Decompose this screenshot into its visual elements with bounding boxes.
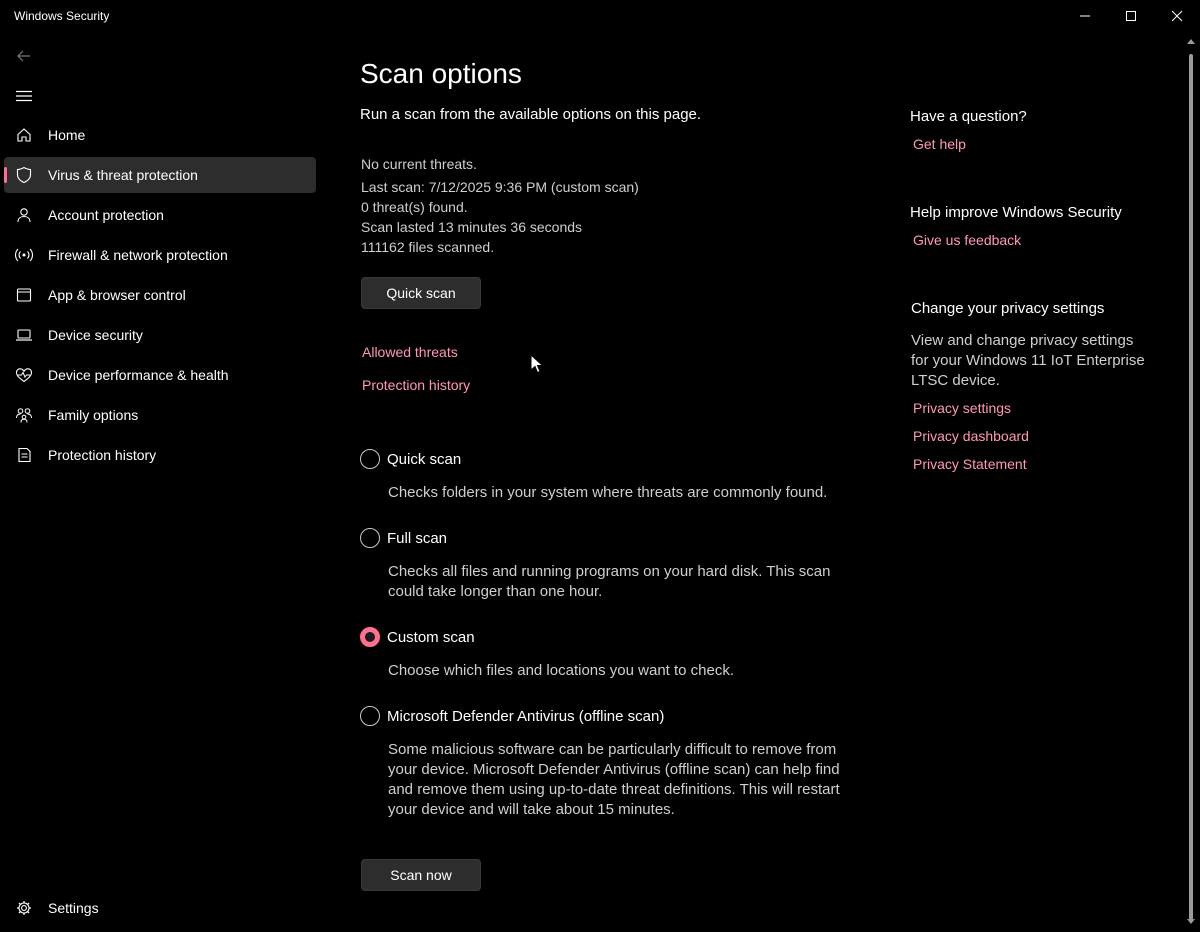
- radio-full-scan[interactable]: [360, 527, 447, 549]
- sidebar-item-label: Family options: [48, 407, 139, 423]
- title-bar: [0, 0, 1200, 32]
- sidebar-item-app-browser-control[interactable]: [4, 277, 316, 313]
- privacy-heading: Change your privacy settings: [911, 300, 1105, 317]
- privacy-dashboard-link[interactable]: Privacy dashboard: [913, 428, 1029, 444]
- heart-pulse-icon: [15, 366, 33, 384]
- minimize-button[interactable]: [1062, 0, 1108, 32]
- sidebar-item-label: Virus & threat protection: [48, 167, 198, 183]
- sidebar-item-label: Firewall & network protection: [48, 247, 228, 263]
- sidebar-item-label: App & browser control: [48, 287, 186, 303]
- page-subtitle: Run a scan from the available options on this page.: [360, 106, 702, 123]
- laptop-icon: [15, 326, 33, 344]
- radio-button[interactable]: [360, 706, 380, 726]
- feedback-link[interactable]: Give us feedback: [913, 232, 1022, 248]
- person-icon: [15, 206, 33, 224]
- sidebar-item-home[interactable]: [4, 117, 316, 153]
- sidebar-item-account-protection[interactable]: [4, 197, 316, 233]
- get-help-link[interactable]: Get help: [913, 136, 966, 152]
- wireless-icon: [15, 246, 33, 264]
- radio-label: Quick scan: [387, 450, 462, 468]
- radio-label: Custom scan: [387, 628, 475, 646]
- sidebar-nav: [4, 117, 316, 477]
- sidebar-item-label: Protection history: [48, 447, 157, 463]
- sidebar-item-family-options[interactable]: [4, 397, 316, 433]
- history-icon: [15, 446, 33, 464]
- back-button[interactable]: [12, 44, 36, 68]
- menu-button[interactable]: [12, 84, 36, 108]
- gear-icon: [15, 899, 33, 917]
- allowed-threats-link[interactable]: Allowed threats: [362, 344, 458, 360]
- offline-scan-description: Some malicious software can be particularly difficult to remove from your device. Microsoft Defender Antivirus (offline scan) can help find and remove them using up-to-date threat definitions. This will restart your device and will take about 15 minutes.: [388, 741, 840, 818]
- radio-offline-scan[interactable]: [360, 705, 664, 727]
- hamburger-icon: [16, 90, 32, 102]
- sidebar-item-protection-history[interactable]: [4, 437, 316, 473]
- radio-button[interactable]: [360, 528, 380, 548]
- privacy-statement-link[interactable]: Privacy Statement: [913, 456, 1027, 472]
- back-arrow-icon: [17, 50, 31, 62]
- improve-heading: Help improve Windows Security: [910, 204, 1122, 221]
- files-scanned: 111162 files scanned.: [361, 239, 495, 255]
- app-window-icon: [15, 286, 33, 304]
- family-icon: [15, 406, 33, 424]
- sidebar-item-firewall-network-protection[interactable]: [4, 237, 316, 273]
- maximize-button[interactable]: [1108, 0, 1154, 32]
- question-heading: Have a question?: [910, 108, 1027, 125]
- vertical-scrollbar[interactable]: [1185, 34, 1197, 929]
- radio-button[interactable]: [360, 449, 380, 469]
- maximize-icon: [1125, 10, 1137, 22]
- sidebar-item-label: Home: [48, 127, 86, 143]
- radio-custom-scan[interactable]: [360, 626, 475, 648]
- full-scan-description: Checks all files and running programs on your hard disk. This scan could take longer than one hour.: [388, 563, 831, 600]
- sidebar-item-virus-threat-protection[interactable]: [4, 157, 316, 193]
- minimize-icon: [1079, 10, 1091, 22]
- page-title: Scan options: [360, 58, 522, 89]
- last-scan-info: Last scan: 7/12/2025 9:36 PM (custom scan): [361, 179, 639, 195]
- scan-duration: Scan lasted 13 minutes 36 seconds: [361, 219, 583, 235]
- threat-status: No current threats.: [361, 156, 477, 172]
- scroll-thumb[interactable]: [1189, 54, 1193, 920]
- sidebar-item-settings[interactable]: [4, 890, 316, 926]
- radio-label: Microsoft Defender Antivirus (offline scan): [387, 707, 665, 725]
- threats-found: 0 threat(s) found.: [361, 199, 468, 215]
- privacy-settings-link[interactable]: Privacy settings: [913, 400, 1012, 416]
- sidebar-item-label: Device performance & health: [48, 367, 229, 383]
- sidebar-item-device-performance-health[interactable]: [4, 357, 316, 393]
- settings-label: Settings: [48, 900, 99, 916]
- radio-button-selected[interactable]: [360, 627, 380, 647]
- close-icon: [1171, 10, 1183, 22]
- home-icon: [15, 126, 33, 144]
- sidebar-item-device-security[interactable]: [4, 317, 316, 353]
- quick-scan-description: Checks folders in your system where threats are commonly found.: [388, 484, 828, 501]
- scroll-up-icon[interactable]: [1187, 38, 1195, 46]
- close-button[interactable]: [1154, 0, 1200, 32]
- shield-icon: [15, 166, 33, 184]
- sidebar-item-label: Device security: [48, 327, 143, 343]
- sidebar-item-label: Account protection: [48, 207, 164, 223]
- scroll-down-icon[interactable]: [1187, 917, 1195, 925]
- privacy-text: View and change privacy settings for your Windows 11 IoT Enterprise LTSC device.: [911, 332, 1145, 389]
- scan-now-button[interactable]: Scan now: [361, 859, 481, 891]
- radio-label: Full scan: [387, 529, 448, 547]
- quick-scan-button[interactable]: Quick scan: [361, 277, 481, 309]
- window-title: Windows Security: [14, 9, 110, 23]
- mouse-cursor-icon: [530, 354, 544, 374]
- radio-quick-scan[interactable]: [360, 448, 461, 470]
- custom-scan-description: Choose which files and locations you want to check.: [388, 662, 735, 679]
- protection-history-link[interactable]: Protection history: [362, 377, 471, 393]
